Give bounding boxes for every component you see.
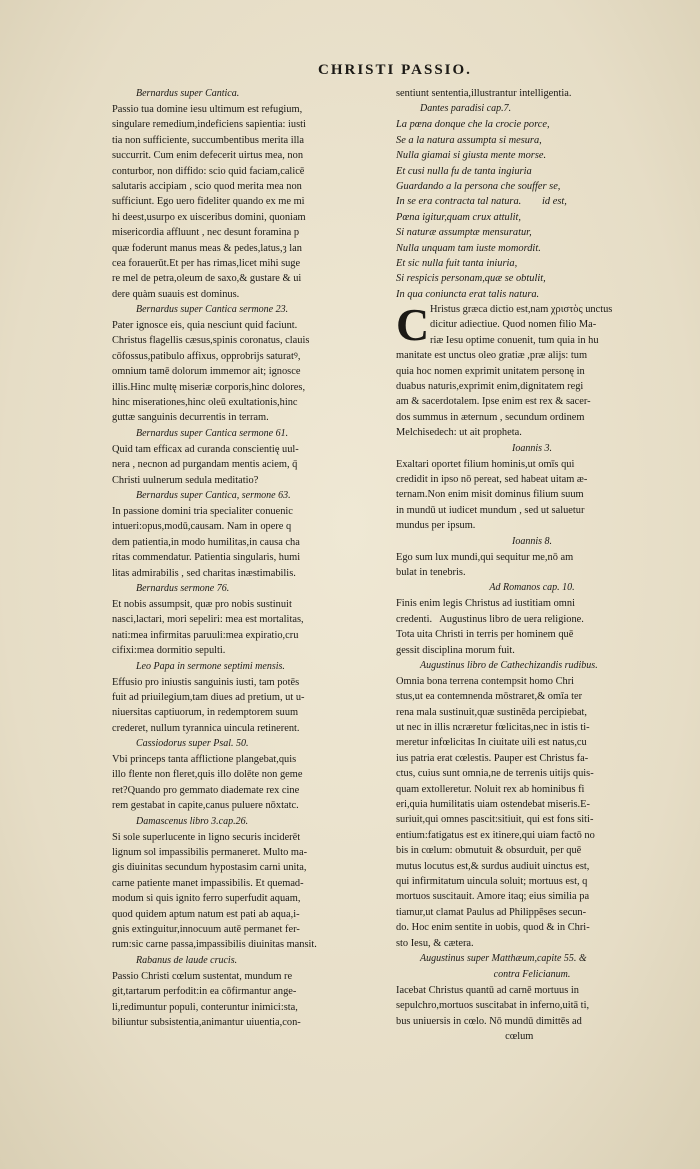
text-line: mutus locutus est,& surdus audiuit uinctus est, [396, 860, 590, 872]
right-column [396, 86, 668, 1044]
section-heading: Cassiodorus super Psal. 50. [136, 738, 249, 750]
text-line: guttæ sanguinis decurrentis in terram. [112, 412, 269, 424]
text-line: dere quàm suauis est dominus. [112, 288, 240, 300]
text-line: lignum sol impassibilis permaneret. Multo ma- [112, 847, 308, 859]
text-line: cifixi:mea dormitio sepulti. [112, 645, 226, 657]
verse-line: Nulla giamai si giusta mente morse. [396, 150, 547, 162]
section-heading: Augustinus super Matthæum,capite 55. & [420, 952, 587, 964]
text-line: meretur infœlicitas In ciuitate uili est natus,cu [396, 737, 587, 749]
text-line: quia hoc nomen exprimit unitatem personę in [396, 365, 585, 377]
text-line: li,redimuntur populi, conteruntur inimici:sta, [112, 1001, 298, 1013]
text-line: cōfossus,patibulo affixus, opprobrijs saturatꝰ, [112, 350, 301, 362]
text-line: conturbor, non diffido: scio quid faciam,calicē [112, 165, 305, 177]
text-line: do. Hoc enim sentite in uobis, quod & in Chri- [396, 922, 590, 934]
text-line: bulat in tenebris. [396, 566, 466, 578]
text-line: Christus flagellis cæsus,spinis coronatus, clauis [112, 335, 310, 347]
text-line: illis.Hinc multę miseriæ corporis,hinc dolores, [112, 381, 306, 393]
text-line: Exaltari oportet filium hominis,ut omīs qui [396, 458, 575, 470]
section-heading: Rabanus de laude crucis. [136, 954, 238, 966]
verse-line: Et cusi nulla fu de tanta ingiuria [396, 165, 532, 177]
verse-line: Si naturæ assumptæ mensuratur, [396, 227, 532, 239]
text-line: Passio Christi cœlum sustentat, mundum re [112, 970, 293, 982]
text-line: ternam.Non enim misit dominus filium suum [396, 489, 584, 501]
text-line: gis diuinitas secundum hypostasim carni unita, [112, 862, 307, 874]
text-line: am & sacerdotalem. Ipse enim est rex & sacer- [396, 396, 591, 408]
text-line: Finis enim legis Christus ad iustitiam omni [396, 598, 575, 610]
text-line: entium:fatigatus est ex itinere,qui uiam factō no [396, 829, 595, 841]
text-line: gnis extinguitur,innocuum autē permanet fer- [112, 923, 300, 935]
text-line: sentiunt sententia,illustrantur intelligentia. [396, 88, 572, 99]
text-line: Quid tam efficax ad curanda conscientię uul- [112, 443, 299, 455]
text-line: rena mala sustinuit,quæ sustinēda percipiebat, [396, 706, 588, 718]
text-line: eri,quia humilitatis uiam ostendebat miseris.E- [396, 799, 590, 811]
section-heading: Dantes paradisi cap.7. [420, 103, 512, 115]
text-line: Hristus græca dictio est,nam χριστὸς unctus [430, 304, 613, 316]
text-line: singulare remedium,indeficiens sapientia: iusti [112, 119, 306, 131]
text-line: fuit ad priuilegium,tam diues ad pretium, ut u- [112, 691, 305, 703]
text-line: Omnia bona terrena contempsit homo Chri [396, 675, 575, 687]
text-line: suriuit,qui omnes pascit:sitiuit, qui est fons siti- [396, 814, 594, 826]
text-line: re mel de petra,oleum de saxo,& gustare & ui [112, 273, 302, 285]
text-line: mortuos suscitauit. Amore itaq; eius similia pa [396, 891, 590, 903]
text-line: nera , necnon ad purgandam mentis aciem, q̄ [112, 459, 298, 471]
text-line: bis in cœlum: obmutuit & obsurduit, per quē [396, 845, 582, 857]
text-line: In passione domini tria specialiter conuenic [112, 505, 293, 517]
text-line: cœlum [396, 1031, 534, 1043]
text-line: credidit in ipso nō pereat, sed habeat uitam æ- [396, 473, 588, 485]
text-line: Si sole superlucente in ligno securis inciderēt [112, 831, 301, 843]
section-heading: Damascenus libro 3.cap.26. [136, 815, 249, 827]
section-heading: Bernardus super Cantica sermone 61. [136, 427, 289, 439]
text-line: misericordia affluunt , nec desunt foramina p [112, 227, 300, 239]
text-line: Tota uita Christi in terris per hominem quē [396, 629, 574, 641]
text-line: ctus, cuius sunt omnia,ne de terrenis uitijs quis- [396, 768, 594, 780]
section-heading: contra Felicianum. [493, 968, 571, 980]
text-line: gessit disciplina morum fuit. [396, 644, 515, 656]
text-line: ritas commendatur. Patientia singularis, humi [112, 552, 301, 564]
text-line: cea forauerūt.Et per has rimas,licet mihi suge [112, 257, 301, 269]
text-line: bus uniuersis in cœlo. Nō mundū dimittēs ad [396, 1015, 582, 1027]
text-line: in mundū ut iudicet mundum , sed ut saluetur [396, 504, 585, 516]
text-line: tia non sufficiente, succumbentibus merita illa [112, 134, 304, 146]
text-line: Vbi princeps tanta afflictione plangebat,quis [112, 754, 297, 766]
text-line: dos summus in æternum , secundum ordinem [396, 411, 585, 423]
text-line: hi deest,usurpo ex uisceribus domini, quoniam [112, 211, 306, 223]
text-line: Et nobis assumpsit, quæ pro nobis sustinuit [112, 598, 292, 610]
text-line: litas admirabilis , sed charitas inæstimabilis. [112, 567, 296, 579]
verse-line: Et sic nulla fuit tanta iniuria, [396, 257, 518, 269]
text-line: riæ Iesu optime conuenit, tum quia in hu [430, 334, 599, 346]
section-heading: Ioannis 3. [512, 442, 552, 454]
text-line: Christi uulnerum sedula meditatio? [112, 474, 259, 486]
text-line: salutaris accipiam , scio quod merita mea non [112, 180, 302, 192]
text-line: sepulchro,mortuos suscitabat in inferno,uitā ti, [396, 1000, 590, 1012]
drop-cap-initial: C [396, 299, 430, 351]
verse-line: Se a la natura assumpta si mesura, [396, 134, 542, 146]
text-line: tiamur,ut clamat Paulus ad Philippēses secun- [396, 906, 587, 918]
text-line: sto Iesu, & cætera. [396, 937, 474, 949]
text-line: dem patientia,in modo humilitas,in causa cha [112, 536, 300, 548]
text-line: dicitur adiectiue. Quod nomen filio Ma- [430, 319, 597, 331]
text-line: crederet, nullum tyrannica uincula retinerent. [112, 722, 300, 734]
section-heading: Bernardus sermone 76. [136, 582, 230, 594]
decorated-initial-block [396, 299, 668, 351]
text-line: Ego sum lux mundi,qui sequitur me,nō am [396, 551, 574, 563]
text-line: sufficiunt. Ego uero fideliter quando ex me mi [112, 196, 305, 208]
text-line: intueri:opus,modū,causam. Nam in opere q [112, 521, 292, 533]
text-line: niuersitas captiuorum, in redemptorem suum [112, 707, 299, 719]
text-line: rum:sic carne passa,impassibilis diuinitas mansit. [112, 939, 317, 951]
verse-line: Nulla unquam tam iuste momordit. [396, 242, 541, 254]
verse-line: Guardando a la persona che souffer se, [396, 180, 561, 192]
text-line: quam extolleretur. Noluit rex ab hominibus fi [396, 783, 585, 795]
text-line: stus,ut ea contemnenda mōstraret,& omīa ter [396, 691, 583, 703]
verse-line: La pœna donque che la crocie porce, [396, 119, 550, 131]
text-line: Iacebat Christus quantū ad carnē mortuus in [396, 984, 579, 996]
text-line: carne patiente manet impassibilis. Et quemad- [112, 877, 304, 889]
text-line: Passio tua domine iesu ultimum est refugium, [112, 104, 303, 115]
text-line: succurrit. Cum enim defecerit uirtus mea, non [112, 150, 304, 162]
text-line: Melchisedech: ut ait propheta. [396, 427, 522, 439]
section-heading: Leo Papa in sermone septimi mensis. [136, 660, 285, 672]
text-line: manitate est unctus oleo gratiæ ,præ alijs: tum [396, 350, 588, 362]
section-heading: Bernardus super Cantica sermone 23. [136, 304, 289, 316]
section-heading: Ad Romanos cap. 10. [489, 582, 575, 594]
text-line: Pater ignosce eis, quia nesciunt quid faciunt. [112, 320, 298, 332]
text-line: duabus naturis,exprimit enim,dignitatem regi [396, 381, 584, 393]
section-heading: Bernardus super Cantica. [136, 88, 240, 99]
text-line: ret?Quando pro gemmato diademate rex cine [112, 784, 300, 796]
text-line: git,tartarum perfodit:in ea cōfirmantur ange- [112, 986, 297, 998]
text-line: qui infirmitatum uincula soluit; mortuus est, q [396, 875, 588, 887]
text-line: nati:mea infirmitas paruuli:mea expiratio,cru [112, 629, 299, 641]
section-heading: Ioannis 8. [512, 535, 552, 547]
running-head: CHRISTI PASSIO. [318, 62, 472, 78]
verse-line: Si respicis personam,quæ se obtulit, [396, 273, 546, 285]
text-line: Effusio pro iniustis sanguinis iusti, tam potēs [112, 676, 300, 688]
verse-line: Pœna igitur,quam crux attulit, [396, 211, 521, 223]
section-heading: Bernardus super Cantica, sermone 63. [136, 489, 291, 501]
text-line: mundus per ipsum. [396, 520, 476, 532]
text-line: quæ foderunt manus meas & pedes,latus,ȝ lan [112, 242, 302, 254]
text-line: ius patria erat cœlestis. Pauper est Christus fa- [396, 752, 589, 764]
verse-line: In qua coniuncta erat talis natura. [396, 288, 540, 300]
text-line: biliuntur subsistentia,animantur uiuentia,con- [112, 1016, 301, 1028]
text-line: hinc miserationes,hinc oleū exultationis,hinc [112, 397, 298, 409]
text-line: omnium tamē dolorum immemor ait; ignosce [112, 366, 301, 378]
text-line: ut nec in illis ncræretur fœlicitas,nec in istis ti- [396, 722, 590, 734]
text-line: illo flente non fleret,quis illo dolēte non geme [112, 769, 303, 781]
left-column [112, 86, 380, 1030]
verse-line: In se era contracta tal natura. id est, [396, 196, 567, 208]
section-heading: Augustinus libro de Cathechizandis rudibus. [420, 659, 598, 671]
text-line: modum si quis ignito ferro superfudit aquam, [112, 893, 301, 905]
text-line: credenti. Augustinus libro de uera religione. [396, 613, 584, 625]
text-line: rem gestabat in capite,canus puluere nōxtatc. [112, 800, 299, 812]
text-line: quod quidem aptum natum est pati ab aqua,i- [112, 908, 300, 920]
text-line: nasci,lactari, mori sepeliri: mea est mortalitas, [112, 614, 304, 626]
